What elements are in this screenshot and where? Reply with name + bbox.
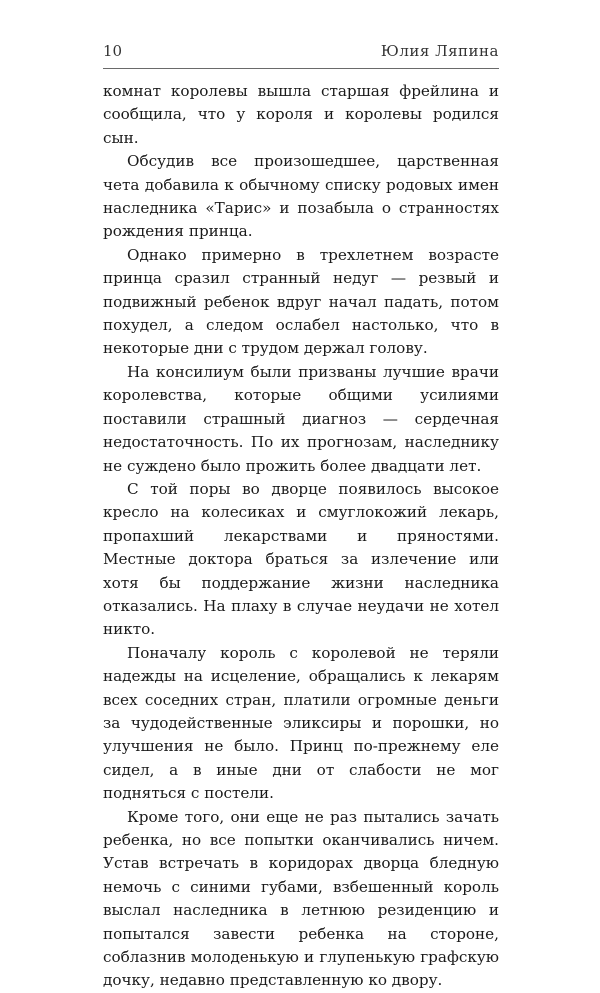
running-title: Юлия Ляпина: [380, 42, 499, 60]
paragraph: Однако примерно в трехлетнем возрасте принца сразил странный недуг — резвый и подвижный ребенок вдруг начал падать, потом похудел, а следом ослабел настолько, что в некоторые дни с трудом держал голову.: [103, 245, 499, 358]
body-text: [103, 80, 499, 993]
paragraph: комнат королевы вышла старшая фрейлина и сообщила, что у короля и королевы родился сын.: [103, 82, 499, 147]
paragraph: С той поры во дворце появилось высокое кресло на колесиках и смуглокожий лекарь, пропахший лекарствами и пряностями. Местные доктора браться за излечение или хотя бы поддержание жизни наследника отказались. На плаху в случае неудачи не хотел никто.: [103, 479, 499, 639]
page-number: 10: [103, 42, 123, 60]
page-header: [103, 40, 499, 69]
paragraph: Кроме того, они еще не раз пытались зачать ребенка, но все попытки оканчивались ничем. Устав встречать в коридорах дворца бледную немочь с синими губами, взбешенный король выслал наследника в летнюю резиденцию и попытался завести ребенка на стороне, соблазнив молоденькую и глупенькую графскую дочку, недавно представленную ко двору.: [103, 807, 499, 990]
paragraph: Обсудив все произошедшее, царственная чета добавила к обычному списку родовых имен наследника «Тарис» и позабыла о странностях рождения принца.: [103, 152, 499, 241]
paragraph: На консилиум были призваны лучшие врачи королевства, которые общими усилиями поставили страшный диагноз — сердечная недостаточность. По их прогнозам, наследнику не суждено было прожить более двадцати лет.: [103, 362, 499, 475]
paragraph: Поначалу король с королевой не теряли надежды на исцеление, обращались к лекарям всех соседних стран, платили огромные деньги за чудодейственные эликсиры и порошки, но улучшения не было. Принц по-прежнему еле сидел, а в иные дни от слабости не мог подняться с постели.: [103, 643, 499, 803]
